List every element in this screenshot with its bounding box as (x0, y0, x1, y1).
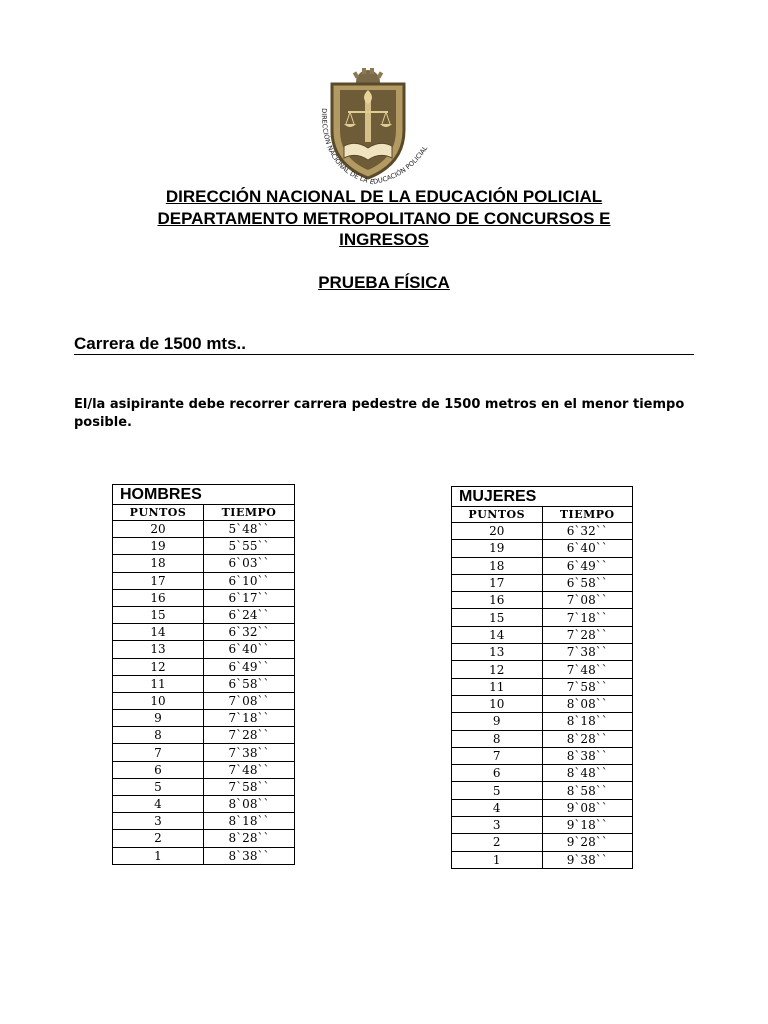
table-row (452, 851, 633, 868)
heading-line-2: DEPARTAMENTO METROPOLITANO DE CONCURSOS E (157, 209, 611, 228)
points-cell: 7 (452, 747, 543, 764)
time-cell: 6`49`` (542, 557, 633, 574)
time-cell: 6`17`` (204, 589, 295, 606)
points-cell: 17 (452, 574, 543, 591)
time-cell: 7`38`` (204, 744, 295, 761)
time-cell: 8`18`` (204, 813, 295, 830)
table-row (452, 557, 633, 574)
time-cell: 9`18`` (542, 817, 633, 834)
table-row (452, 644, 633, 661)
mujeres-col-points: PUNTOS (452, 507, 543, 523)
table-row (113, 538, 295, 555)
time-cell: 7`28`` (542, 626, 633, 643)
table-row (452, 817, 633, 834)
points-cell: 5 (113, 778, 204, 795)
time-cell: 7`38`` (542, 644, 633, 661)
time-cell: 6`32`` (542, 523, 633, 540)
points-cell: 12 (113, 658, 204, 675)
table-row (113, 847, 295, 864)
points-cell: 8 (452, 730, 543, 747)
points-cell: 17 (113, 572, 204, 589)
points-cell: 6 (113, 761, 204, 778)
seal-text: DIRECCIÓN NACIONAL DE LA EDUCACIÓN POLICIAL (319, 108, 430, 187)
hombres-title: HOMBRES (113, 485, 295, 505)
table-row (452, 661, 633, 678)
points-cell: 11 (452, 678, 543, 695)
table-row (113, 778, 295, 795)
time-cell: 6`03`` (204, 555, 295, 572)
time-cell: 7`18`` (204, 710, 295, 727)
time-cell: 6`24`` (204, 606, 295, 623)
table-row (113, 813, 295, 830)
points-cell: 5 (452, 782, 543, 799)
time-cell: 6`58`` (542, 574, 633, 591)
table-row (452, 747, 633, 764)
time-cell: 8`28`` (542, 730, 633, 747)
table-row (113, 830, 295, 847)
time-cell: 7`28`` (204, 727, 295, 744)
points-cell: 20 (113, 521, 204, 538)
points-cell: 10 (452, 695, 543, 712)
mujeres-table (451, 486, 633, 869)
table-row (113, 692, 295, 709)
table-row (113, 675, 295, 692)
points-cell: 10 (113, 692, 204, 709)
time-cell: 8`28`` (204, 830, 295, 847)
time-cell: 9`28`` (542, 834, 633, 851)
points-cell: 16 (452, 592, 543, 609)
table-row (452, 713, 633, 730)
points-cell: 13 (452, 644, 543, 661)
table-row (452, 765, 633, 782)
mujeres-col-time: TIEMPO (542, 507, 633, 523)
points-cell: 2 (452, 834, 543, 851)
time-cell: 5`48`` (204, 521, 295, 538)
time-cell: 9`08`` (542, 799, 633, 816)
points-cell: 3 (452, 817, 543, 834)
time-cell: 6`58`` (204, 675, 295, 692)
table-row (113, 658, 295, 675)
mujeres-title: MUJERES (452, 487, 633, 507)
time-cell: 6`40`` (204, 641, 295, 658)
table-row (113, 744, 295, 761)
table-row (113, 572, 295, 589)
heading-line-3: INGRESOS (339, 230, 429, 249)
table-row (113, 521, 295, 538)
time-cell: 5`55`` (204, 538, 295, 555)
hombres-col-points: PUNTOS (113, 505, 204, 521)
table-row (452, 695, 633, 712)
table-row (452, 626, 633, 643)
points-cell: 2 (113, 830, 204, 847)
table-row (452, 834, 633, 851)
points-cell: 18 (452, 557, 543, 574)
time-cell: 8`58`` (542, 782, 633, 799)
intro-text: El/la asipirante debe recorrer carrera pedestre de 1500 metros en el menor tiempo posible. (74, 397, 685, 430)
points-cell: 9 (452, 713, 543, 730)
table-row (113, 710, 295, 727)
points-cell: 9 (113, 710, 204, 727)
time-cell: 8`48`` (542, 765, 633, 782)
points-cell: 19 (113, 538, 204, 555)
points-cell: 18 (113, 555, 204, 572)
time-cell: 9`38`` (542, 851, 633, 868)
table-row (452, 592, 633, 609)
police-education-seal-logo (318, 68, 450, 190)
table-row (113, 606, 295, 623)
table-row (452, 730, 633, 747)
table-row (452, 609, 633, 626)
time-cell: 6`32`` (204, 624, 295, 641)
time-cell: 7`58`` (204, 778, 295, 795)
points-cell: 19 (452, 540, 543, 557)
time-cell: 7`48`` (542, 661, 633, 678)
table-row (452, 678, 633, 695)
points-cell: 3 (113, 813, 204, 830)
time-cell: 7`58`` (542, 678, 633, 695)
time-cell: 6`10`` (204, 572, 295, 589)
points-cell: 1 (452, 851, 543, 868)
time-cell: 8`08`` (542, 695, 633, 712)
points-cell: 6 (452, 765, 543, 782)
points-cell: 1 (113, 847, 204, 864)
table-row (113, 641, 295, 658)
table-row (113, 727, 295, 744)
points-cell: 14 (452, 626, 543, 643)
table-row (452, 540, 633, 557)
points-cell: 11 (113, 675, 204, 692)
time-cell: 8`38`` (204, 847, 295, 864)
section-title: Carrera de 1500 mts.. (74, 334, 694, 355)
points-cell: 12 (452, 661, 543, 678)
points-cell: 20 (452, 523, 543, 540)
table-row (113, 589, 295, 606)
page-subtitle: PRUEBA FÍSICA (318, 273, 450, 292)
points-cell: 14 (113, 624, 204, 641)
time-cell: 7`18`` (542, 609, 633, 626)
table-row (452, 574, 633, 591)
points-cell: 13 (113, 641, 204, 658)
points-cell: 15 (113, 606, 204, 623)
points-cell: 16 (113, 589, 204, 606)
table-row (452, 523, 633, 540)
hombres-table (112, 484, 295, 865)
table-row (113, 624, 295, 641)
table-row (113, 555, 295, 572)
time-cell: 8`08`` (204, 796, 295, 813)
points-cell: 4 (113, 796, 204, 813)
hombres-col-time: TIEMPO (204, 505, 295, 521)
points-cell: 8 (113, 727, 204, 744)
heading-line-1: DIRECCIÓN NACIONAL DE LA EDUCACIÓN POLICIAL (165, 187, 603, 206)
points-cell: 4 (452, 799, 543, 816)
table-row (452, 782, 633, 799)
table-row (113, 796, 295, 813)
time-cell: 8`18`` (542, 713, 633, 730)
table-row (452, 799, 633, 816)
time-cell: 7`48`` (204, 761, 295, 778)
points-cell: 7 (113, 744, 204, 761)
table-row (113, 761, 295, 778)
time-cell: 7`08`` (542, 592, 633, 609)
time-cell: 8`38`` (542, 747, 633, 764)
points-cell: 15 (452, 609, 543, 626)
time-cell: 7`08`` (204, 692, 295, 709)
time-cell: 6`40`` (542, 540, 633, 557)
time-cell: 6`49`` (204, 658, 295, 675)
